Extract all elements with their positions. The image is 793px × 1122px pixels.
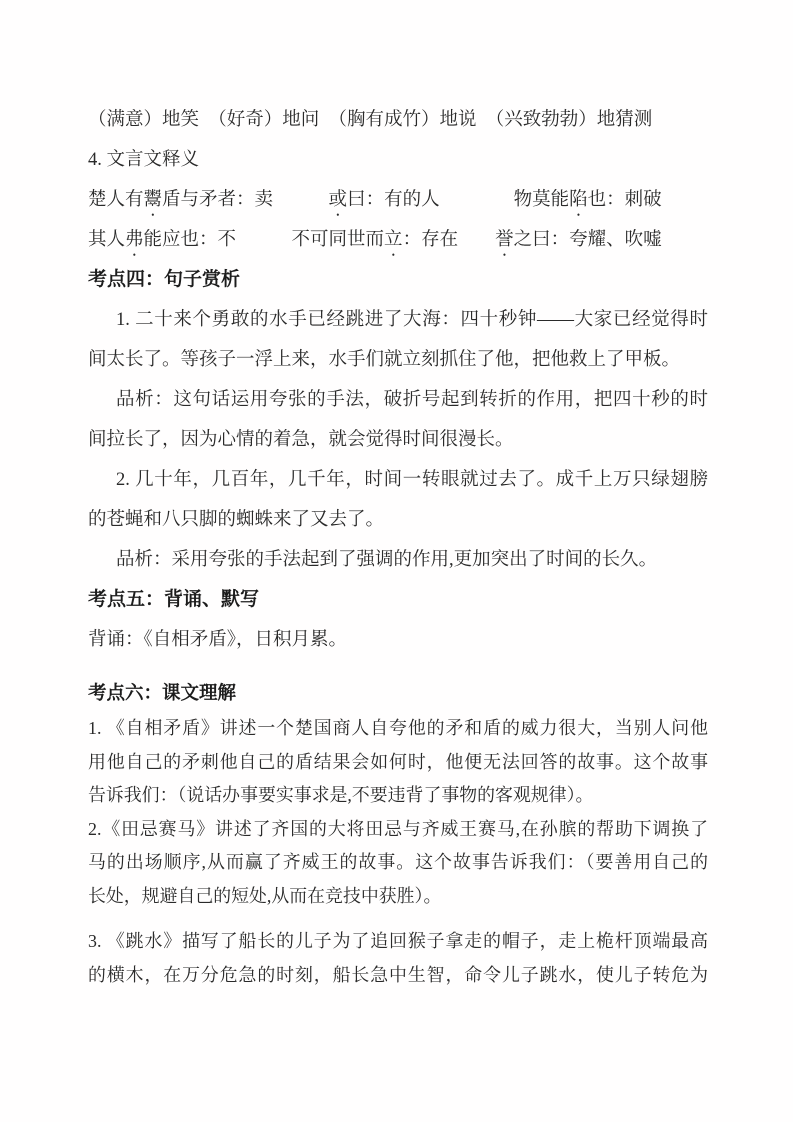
paragraph	[88, 925, 708, 992]
text-line: 用他自己的矛刺他自己的盾结果会如何时，他便无法回答的故事。这个故事	[88, 751, 708, 772]
emphasized-character: 立	[384, 230, 403, 250]
text-line: 其人弗能应也：不 不可同世而立：存在 誉之曰：夸耀、吹嘘	[88, 230, 662, 250]
text-line: 1. 《自相矛盾》讲述一个楚国商人自夸他的矛和盾的威力很大，当别人问他	[88, 718, 708, 738]
paragraph	[88, 380, 708, 460]
word-phrase-line	[88, 100, 708, 140]
text-line: 马的出场顺序,从而赢了齐威王的故事。这个故事告诉我们：（要善用自己的	[88, 852, 708, 872]
text-line: （满意）地笑 （好奇）地问 （胸有成竹）地说 （兴致勃勃）地猜测	[88, 110, 653, 130]
text-line: 2.《田忌赛马》讲述了齐国的大将田忌与齐威王赛马,在孙膑的帮助下调换了	[88, 818, 708, 839]
text-line: 的苍蝇和八只脚的蜘蛛来了又去了。	[88, 510, 385, 530]
text-line: 背诵：《自相矛盾》，日积月累。	[88, 630, 348, 650]
paragraph	[88, 300, 708, 380]
section-heading	[88, 676, 708, 712]
text-line: 的横木，在万分危急的时刻，船长急中生智，命令儿子跳水，使儿子转危为	[88, 964, 708, 985]
paragraph	[88, 813, 708, 914]
emphasized-character: 鬻	[143, 190, 163, 210]
definition-line	[88, 180, 708, 220]
section-heading	[88, 580, 708, 620]
definition-line	[88, 220, 708, 260]
paragraph	[88, 460, 708, 540]
section-heading	[88, 260, 708, 300]
emphasized-character: 或	[328, 190, 348, 210]
paragraph	[88, 712, 708, 813]
text-line: 3. 《跳水》描写了船长的儿子为了追回猴子拿走的帽子，走上桅杆顶端最高	[88, 931, 708, 951]
text-line: 间太长了。等孩子一浮上来，水手们就立刻抓住了他，把他救上了甲板。	[88, 350, 681, 370]
text-line: 考点五：背诵、默写	[88, 589, 260, 610]
text-line: 品析：采用夸张的手法起到了强调的作用,更加突出了时间的长久。	[116, 550, 658, 570]
text-line: 考点四：句子赏析	[88, 269, 241, 290]
paragraph	[88, 620, 708, 660]
text-line: 间拉长了，因为心情的着急，就会觉得时间很漫长。	[88, 430, 514, 450]
emphasized-character: 弗	[125, 230, 144, 250]
text-line: 1. 二十来个勇敢的水手已经跳进了大海：四十秒钟——大家已经觉得时	[116, 310, 708, 330]
emphasized-character: 陷	[569, 190, 588, 210]
text-line: 2. 几十年，几百年，几千年，时间一转眼就过去了。成千上万只绿翅膀	[116, 470, 708, 490]
text-line: 楚人有鬻盾与矛者：卖 或曰：有的人 物莫能陷也：刺破	[88, 190, 662, 210]
text-line: 4. 文言文释义	[88, 150, 200, 170]
text-line: 品析：这句话运用夸张的手法，破折号起到转折的作用，把四十秒的时	[116, 390, 708, 410]
emphasized-character: 誉	[495, 230, 514, 250]
list-item	[88, 140, 708, 180]
text-line: 考点六：课文理解	[88, 684, 237, 704]
text-line: 长处，规避自己的短处,从而在竞技中获胜）。	[88, 885, 442, 906]
text-line: 告诉我们：（说话办事要实事求是,不要违背了事物的客观规律）。	[88, 785, 594, 805]
paragraph	[88, 540, 708, 580]
